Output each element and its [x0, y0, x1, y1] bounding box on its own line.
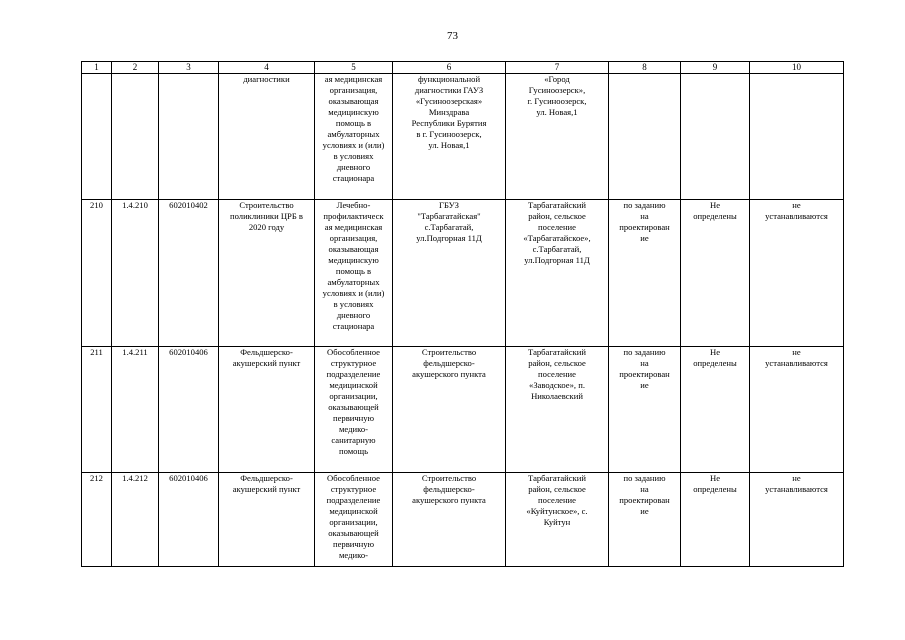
cell-line: устанавливаются — [765, 358, 828, 368]
table-cell-col-4 — [219, 74, 315, 200]
cell-line: Строительство — [421, 473, 477, 483]
cell-line: на — [640, 484, 649, 494]
cell-line: на — [640, 211, 649, 221]
table-cell-col-2 — [112, 347, 159, 473]
cell-line: 212 — [90, 473, 103, 483]
cell-line: первичную — [332, 539, 374, 549]
cell-line: не — [792, 473, 801, 483]
cell-line: Не — [709, 200, 721, 210]
cell-line: Строительство — [239, 200, 294, 210]
cell-line: оказывающая — [328, 96, 379, 106]
cell-line: оказывающей — [328, 528, 379, 538]
cell-line: диагностики — [243, 74, 290, 84]
cell-line: Фельдшерско- — [240, 473, 293, 483]
table-cell-col-8 — [609, 74, 681, 200]
cell-line: ие — [640, 233, 649, 243]
table-cell-col-9 — [681, 473, 750, 567]
table-cell-col-5 — [315, 473, 393, 567]
cell-line: акушерского пункта — [412, 495, 486, 505]
cell-line: организации, — [329, 391, 378, 401]
cell-line: медицинскую — [328, 107, 379, 117]
cell-line: район, сельское — [528, 484, 586, 494]
cell-line: с.Тарбагатай, — [424, 222, 474, 232]
table-cell-col-6 — [393, 200, 506, 347]
table-body — [82, 74, 844, 567]
table-cell-col-9 — [681, 200, 750, 347]
table-cell-col-8 — [609, 200, 681, 347]
cell-line: 602010406 — [169, 347, 208, 357]
cell-line: акушерский пункт — [232, 484, 301, 494]
cell-line: в г. Гусиноозерск, — [416, 129, 482, 139]
cell-line: ие — [640, 506, 649, 516]
header-cell-9: 9 — [681, 62, 750, 74]
table-cell-col-1 — [82, 74, 112, 200]
cell-line: Лечебно- — [336, 200, 371, 210]
cell-line: "Тарбагатайская" — [417, 211, 481, 221]
table-cell-col-5 — [315, 347, 393, 473]
cell-line: устанавливаются — [765, 484, 828, 494]
table-cell-col-2 — [112, 200, 159, 347]
cell-line: амбулаторных — [327, 277, 380, 287]
cell-line: фельдшерско- — [423, 484, 475, 494]
table-cell-col-10 — [750, 347, 844, 473]
data-table — [81, 61, 844, 567]
table-row — [82, 473, 844, 567]
cell-line: ул. Новая,1 — [428, 140, 470, 150]
cell-line: профилактическ — [323, 211, 384, 221]
cell-line: проектирован — [619, 222, 670, 232]
cell-line: по заданию — [623, 347, 666, 357]
cell-line: «Куйтунское», с. — [526, 506, 588, 516]
cell-line: с.Тарбагатай, — [532, 244, 582, 254]
table-cell-col-6 — [393, 347, 506, 473]
cell-line: структурное — [330, 358, 377, 368]
cell-line: «Город — [544, 74, 570, 84]
cell-line: Фельдшерско- — [240, 347, 293, 357]
table-cell-col-8 — [609, 347, 681, 473]
cell-line: в условиях — [333, 151, 374, 161]
cell-line: проектирован — [619, 369, 670, 379]
table-cell-col-10 — [750, 473, 844, 567]
cell-line: Тарбагатайский — [528, 347, 586, 357]
cell-line: структурное — [330, 484, 377, 494]
cell-line: не — [792, 347, 801, 357]
cell-line: Республики Бурятия — [411, 118, 487, 128]
cell-line: устанавливаются — [765, 211, 828, 221]
cell-line: ул.Подгорная 11Д — [416, 233, 482, 243]
cell-line: функциональной — [417, 74, 481, 84]
table-cell-col-6 — [393, 473, 506, 567]
table-cell-col-10 — [750, 74, 844, 200]
cell-line: стационара — [332, 173, 375, 183]
cell-line: дневного — [336, 162, 371, 172]
cell-line: определены — [693, 358, 737, 368]
cell-line: условиях и (или) — [322, 288, 385, 298]
cell-line: оказывающей — [328, 402, 379, 412]
cell-line: ул.Подгорная 11Д — [524, 255, 590, 265]
cell-line: на — [640, 358, 649, 368]
table-cell-col-3 — [159, 473, 219, 567]
cell-line: подразделение — [326, 495, 381, 505]
cell-line: поселение — [538, 222, 576, 232]
cell-line: ие — [640, 380, 649, 390]
header-cell-4: 4 — [219, 62, 315, 74]
table-cell-col-1 — [82, 200, 112, 347]
cell-line: медицинскую — [328, 255, 379, 265]
cell-line: медико- — [338, 550, 368, 560]
cell-line: амбулаторных — [327, 129, 380, 139]
cell-line: 1.4.211 — [122, 347, 148, 357]
cell-line: в условиях — [333, 299, 374, 309]
cell-line: дневного — [336, 310, 371, 320]
cell-line: 602010402 — [169, 200, 208, 210]
table-cell-col-2 — [112, 74, 159, 200]
header-cell-10: 10 — [750, 62, 844, 74]
cell-line: Куйтун — [543, 517, 571, 527]
page-number: 73 — [447, 30, 458, 42]
cell-line: Не — [709, 473, 721, 483]
cell-line: 1.4.210 — [122, 200, 148, 210]
cell-line: медицинской — [329, 506, 378, 516]
cell-line: 602010406 — [169, 473, 208, 483]
table-cell-col-6 — [393, 74, 506, 200]
table-row — [82, 347, 844, 473]
cell-line: ГБУЗ — [439, 200, 459, 210]
table-cell-col-7 — [506, 200, 609, 347]
cell-line: определены — [693, 211, 737, 221]
cell-line: санитарную — [331, 435, 376, 445]
cell-line: Минздрава — [428, 107, 470, 117]
cell-line: первичную — [332, 413, 374, 423]
header-row — [82, 62, 844, 74]
cell-line: помощь — [338, 446, 368, 456]
table-cell-col-9 — [681, 347, 750, 473]
table-cell-col-10 — [750, 200, 844, 347]
cell-line: район, сельское — [528, 358, 586, 368]
cell-line: Не — [709, 347, 721, 357]
cell-line: организации, — [329, 517, 378, 527]
table-cell-col-8 — [609, 473, 681, 567]
header-cell-6: 6 — [393, 62, 506, 74]
table-cell-col-7 — [506, 347, 609, 473]
table-cell-col-4 — [219, 473, 315, 567]
cell-line: акушерский пункт — [232, 358, 301, 368]
header-cell-3: 3 — [159, 62, 219, 74]
cell-line: поселение — [538, 369, 576, 379]
cell-line: помощь в — [335, 266, 372, 276]
cell-line: 210 — [90, 200, 103, 210]
cell-line: Обособленное — [327, 347, 380, 357]
table-cell-col-9 — [681, 74, 750, 200]
cell-line: медицинской — [329, 380, 378, 390]
cell-line: 1.4.212 — [122, 473, 148, 483]
cell-line: организация, — [329, 85, 378, 95]
table-row — [82, 74, 844, 200]
cell-line: ул. Новая,1 — [536, 107, 578, 117]
header-cell-1: 1 — [82, 62, 112, 74]
cell-line: стационара — [332, 321, 375, 331]
cell-line: 211 — [90, 347, 103, 357]
table-cell-col-3 — [159, 200, 219, 347]
table-cell-col-7 — [506, 473, 609, 567]
header-cell-2: 2 — [112, 62, 159, 74]
cell-line: не — [792, 200, 801, 210]
cell-line: Тарбагатайский — [528, 200, 586, 210]
table-cell-col-1 — [82, 347, 112, 473]
cell-line: определены — [693, 484, 737, 494]
header-cell-5: 5 — [315, 62, 393, 74]
cell-line: Николаевский — [531, 391, 583, 401]
table-cell-col-3 — [159, 74, 219, 200]
cell-line: подразделение — [326, 369, 381, 379]
cell-line: район, сельское — [528, 211, 586, 221]
cell-line: г. Гусиноозерск, — [527, 96, 587, 106]
cell-line: 2020 году — [248, 222, 285, 232]
header-cell-8: 8 — [609, 62, 681, 74]
cell-line: помощь в — [335, 118, 372, 128]
cell-line: «Гусиноозерская» — [415, 96, 483, 106]
cell-line: диагностики ГАУЗ — [414, 85, 484, 95]
cell-line: проектирован — [619, 495, 670, 505]
cell-line: условиях и (или) — [322, 140, 385, 150]
cell-line: медико- — [338, 424, 368, 434]
cell-line: Строительство — [421, 347, 477, 357]
table-cell-col-1 — [82, 473, 112, 567]
cell-line: фельдшерско- — [423, 358, 475, 368]
cell-line: ая медицинская — [324, 74, 383, 84]
table-cell-col-4 — [219, 200, 315, 347]
cell-line: оказывающая — [328, 244, 379, 254]
cell-line: Гусиноозерск», — [528, 85, 586, 95]
cell-line: ая медицинская — [324, 222, 383, 232]
cell-line: поселение — [538, 495, 576, 505]
table-cell-col-3 — [159, 347, 219, 473]
table-cell-col-5 — [315, 74, 393, 200]
table-cell-col-7 — [506, 74, 609, 200]
cell-line: организация, — [329, 233, 378, 243]
cell-line: Обособленное — [327, 473, 380, 483]
table-cell-col-5 — [315, 200, 393, 347]
cell-line: «Заводское», п. — [529, 380, 585, 390]
cell-line: поликлиники ЦРБ в — [230, 211, 303, 221]
cell-line: по заданию — [623, 473, 666, 483]
header-cell-7: 7 — [506, 62, 609, 74]
cell-line: «Тарбагатайское», — [523, 233, 591, 243]
table-row — [82, 200, 844, 347]
cell-line: по заданию — [623, 200, 666, 210]
table-cell-col-2 — [112, 473, 159, 567]
cell-line: акушерского пункта — [412, 369, 486, 379]
cell-line: Тарбагатайский — [528, 473, 586, 483]
table-cell-col-4 — [219, 347, 315, 473]
